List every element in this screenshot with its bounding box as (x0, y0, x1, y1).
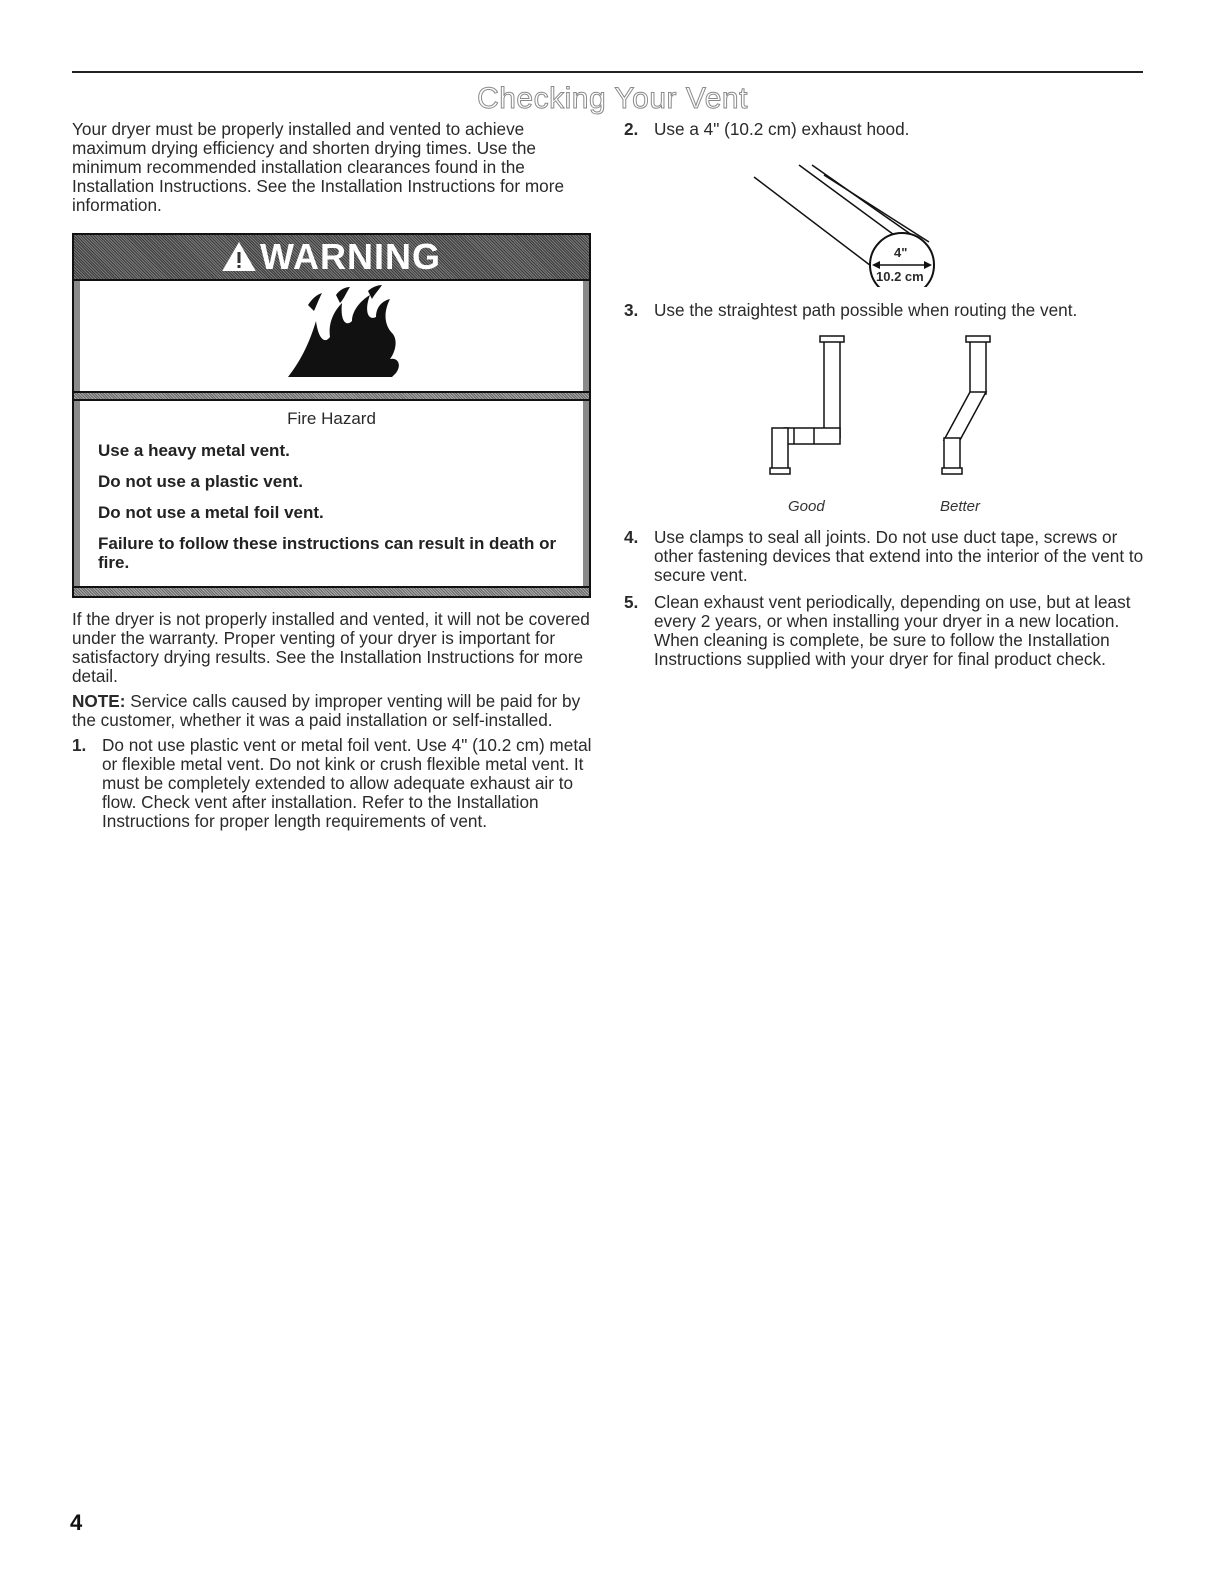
warning-header (74, 235, 589, 281)
list-item (624, 301, 1144, 320)
steps-list-right (624, 120, 1144, 139)
exhaust-hood-diagram (624, 147, 1144, 287)
right-column (624, 120, 1144, 677)
warning-line: Do not use a metal foil vent. (98, 503, 324, 522)
step-text: Use the straightest path possible when routing the vent. (654, 300, 1078, 320)
warning-separator (74, 391, 589, 401)
intro-paragraph: Your dryer must be properly installed and vented to achieve maximum drying efficiency and shorten drying times. Use the minimum recommended installation clearances found in the Installation Instructions. See the Installation Instructions for more information. (72, 119, 565, 215)
page-title: Checking Your Vent (477, 82, 748, 115)
list-item (72, 736, 592, 831)
steps-list-right (624, 528, 1144, 669)
left-column (72, 120, 592, 839)
note-label: NOTE: (72, 691, 126, 711)
warning-box (72, 233, 591, 598)
page-number: 4 (70, 1510, 83, 1535)
note-text: Service calls caused by improper venting will be paid for by the customer, whether it was a paid installation or self-installed. (72, 691, 581, 730)
fire-icon-area (74, 281, 589, 391)
warning-line: Failure to follow these instructions can result in death or fire. (98, 534, 557, 572)
warning-line: Do not use a plastic vent. (98, 472, 303, 491)
step-number: 4. (624, 527, 639, 547)
step-number: 5. (624, 592, 639, 612)
vent-routing-diagram (624, 328, 1144, 498)
hood-label-inches: 4" (894, 245, 908, 260)
step-number: 3. (624, 300, 639, 320)
warning-line: Use a heavy metal vent. (98, 441, 290, 460)
caption-better: Better (940, 498, 981, 515)
step-number: 1. (72, 735, 87, 755)
warning-label: WARNING (260, 236, 441, 277)
alert-triangle-icon (222, 242, 256, 272)
list-item (624, 528, 1144, 585)
vent-routing-figure (624, 328, 1144, 528)
steps-list-left (72, 736, 592, 831)
step-text: Do not use plastic vent or metal foil vent. Use 4" (10.2 cm) metal or flexible metal vent. Do not kink or crush flexible metal vent. It must be completely extended to allow adequate exhaust air to flow. Check vent after installation. Refer to the Installation Instructions for proper length requirements of vent. (102, 735, 592, 831)
hazard-title: Fire Hazard (287, 409, 376, 428)
warranty-paragraph: If the dryer is not properly installed and vented, it will not be covered under the warranty. Proper venting of your dryer is important for satisfactory drying results. See the Installation Instructions for more detail. (72, 609, 590, 686)
caption-good: Good (788, 498, 825, 515)
list-item (624, 120, 1144, 139)
step-text: Clean exhaust vent periodically, depending on use, but at least every 2 years, or when installing your dryer in a new location. When cleaning is complete, be sure to follow the Installation Instructions supplied with your dryer for final product check. (654, 592, 1131, 669)
list-item (624, 593, 1144, 669)
fire-icon (80, 281, 583, 391)
hood-label-cm: 10.2 cm (876, 269, 924, 284)
warning-body (74, 401, 589, 586)
step-text: Use clamps to seal all joints. Do not use duct tape, screws or other fastening devices that extend into the interior of the vent to secure vent. (654, 527, 1144, 585)
step-text: Use a 4" (10.2 cm) exhaust hood. (654, 119, 910, 139)
note-paragraph (72, 692, 592, 730)
steps-list-right (624, 301, 1144, 320)
step-number: 2. (624, 119, 639, 139)
top-rule (72, 71, 1143, 73)
exhaust-hood-figure (624, 147, 1144, 287)
warning-footer (74, 586, 589, 596)
